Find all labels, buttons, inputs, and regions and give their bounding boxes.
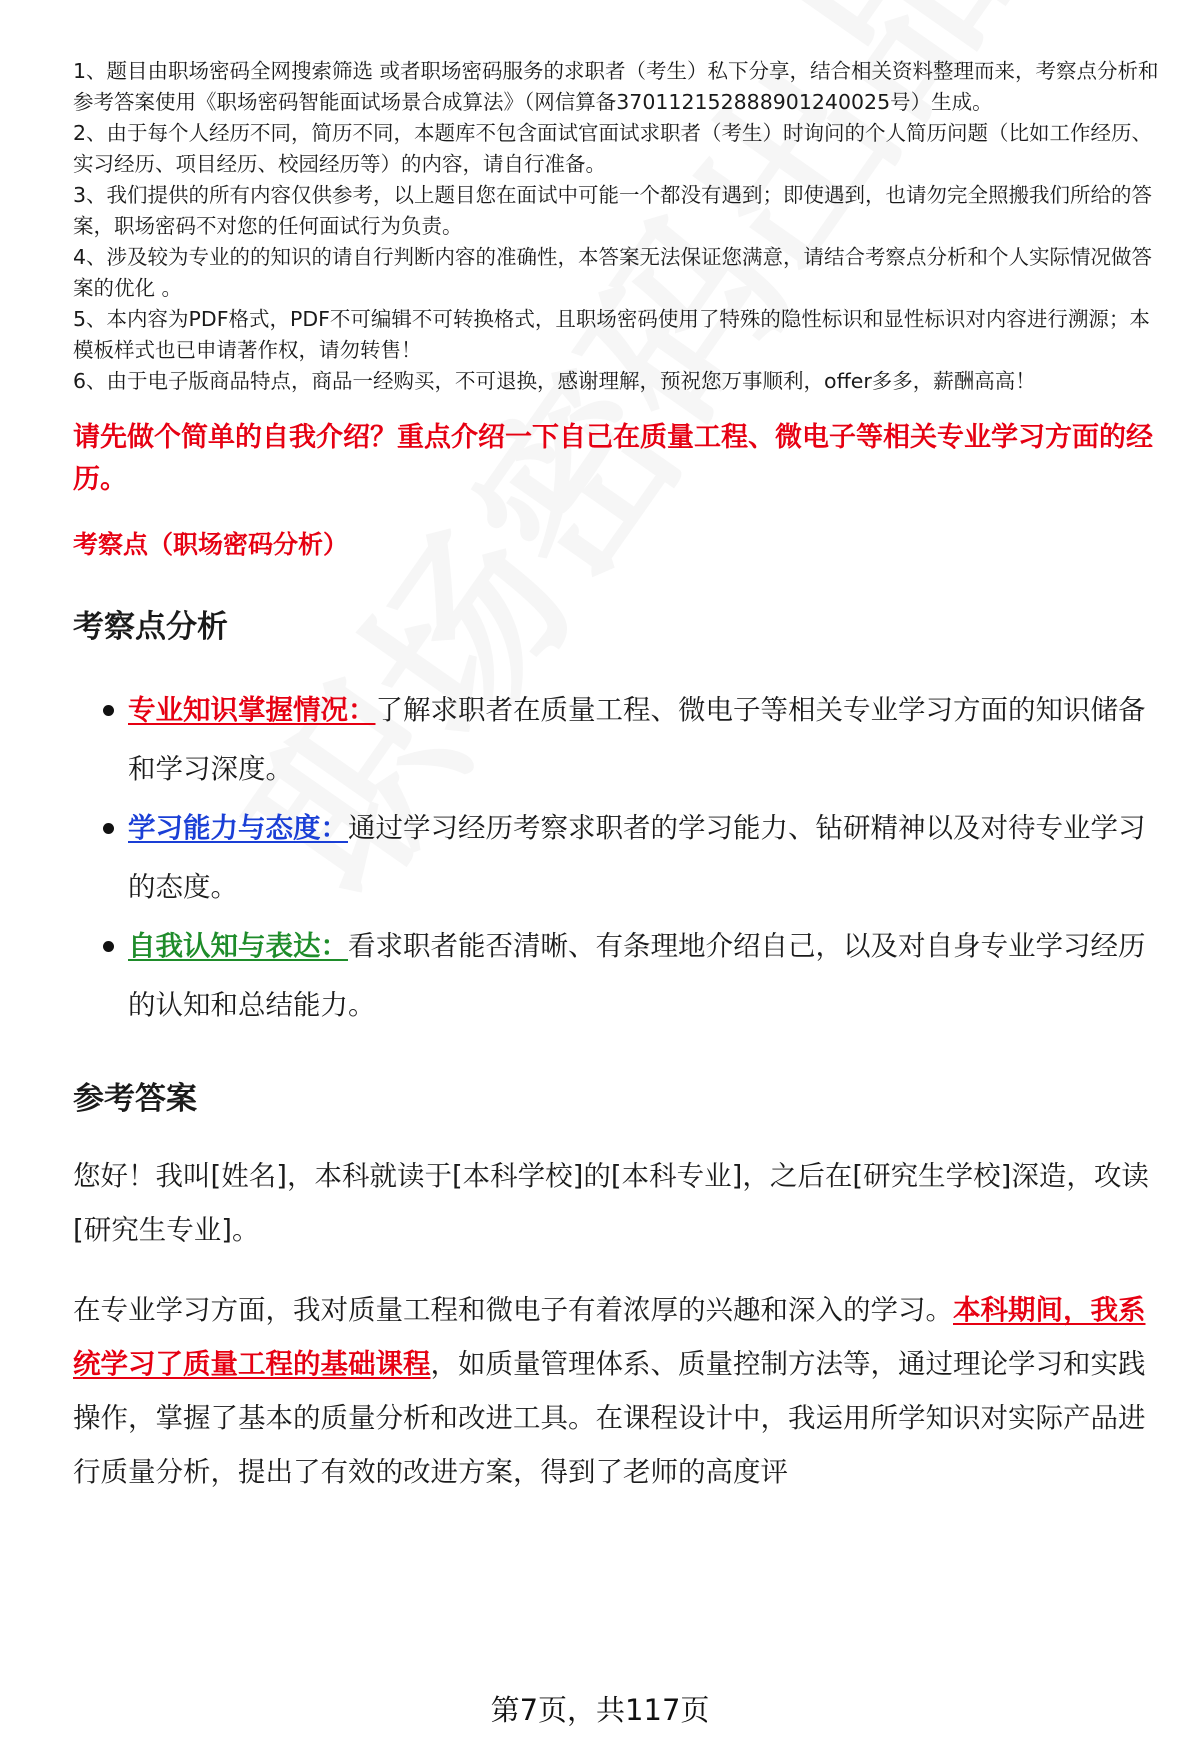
analysis-point xyxy=(128,681,1163,799)
point-text: 看求职者能否清晰、有条理地介绍自己，以及对自身专业学习经历的认知和总结能力。 xyxy=(128,930,1146,1021)
point-keyword: 专业知识掌握情况： xyxy=(128,694,376,726)
analysis-point xyxy=(128,917,1163,1035)
disclaimer-item: 6、由于电子版商品特点，商品一经购买，不可退换，感谢理解，预祝您万事顺利，offer多多，薪酬高高！ xyxy=(73,369,1036,393)
answer-paragraph xyxy=(73,1283,1163,1499)
page-number: 第7页，共117页 xyxy=(490,1693,710,1727)
answer-text: ，如质量管理体系、质量控制方法等，通过理论学习和实践操作，掌握了基本的质量分析和改进工具。在课程设计中，我运用所学知识对实际产品进行质量分析，提出了有效的改进方案，得到了老师的高度评 xyxy=(73,1348,1146,1488)
point-text: 通过学习经历考察求职者的学习能力、钻研精神以及对待专业学习的态度。 xyxy=(128,812,1146,903)
bullet-icon xyxy=(103,705,114,716)
point-keyword: 学习能力与态度： xyxy=(128,812,348,844)
disclaimer-item: 1、题目由职场密码全网搜索筛选 或者职场密码服务的求职者（考生）私下分享，结合相关资料整理而来，考察点分析和参考答案使用《职场密码智能面试场景合成算法》（网信算备370112152888901240025号）生成。 xyxy=(73,59,1159,114)
bullet-icon xyxy=(103,941,114,952)
answer-heading: 参考答案 xyxy=(73,1081,197,1117)
analysis-heading: 考察点分析 xyxy=(73,609,228,645)
disclaimer-block xyxy=(73,56,1163,397)
disclaimer-item: 4、涉及较为专业的的知识的请自行判断内容的准确性，本答案无法保证您满意，请结合考察点分析和个人实际情况做答案的优化 。 xyxy=(73,245,1153,300)
disclaimer-item: 2、由于每个人经历不同，简历不同，本题库不包含面试官面试求职者（考生）时询问的个人简历问题（比如工作经历、实习经历、项目经历、校园经历等）的内容，请自行准备。 xyxy=(73,121,1153,176)
disclaimer-item: 3、我们提供的所有内容仅供参考，以上题目您在面试中可能一个都没有遇到；即使遇到，也请勿完全照搬我们所给的答案，职场密码不对您的任何面试行为负责。 xyxy=(73,183,1153,238)
answer-text: 在专业学习方面，我对质量工程和微电子有着浓厚的兴趣和深入的学习。 xyxy=(73,1294,953,1326)
bullet-icon xyxy=(103,823,114,834)
document-page xyxy=(73,56,1163,1499)
answer-paragraph: 您好！我叫[姓名]，本科就读于[本科学校]的[本科专业]，之后在[研究生学校]深造，攻读[研究生专业]。 xyxy=(73,1160,1149,1246)
point-text: 了解求职者在质量工程、微电子等相关专业学习方面的知识储备和学习深度。 xyxy=(128,694,1146,785)
analysis-label: 考察点（职场密码分析） xyxy=(73,530,349,559)
disclaimer-item: 5、本内容为PDF格式，PDF不可编辑不可转换格式，且职场密码使用了特殊的隐性标识和显性标识对内容进行溯源；本模板样式也已申请著作权，请勿转售！ xyxy=(73,307,1150,362)
answer-body xyxy=(73,1149,1163,1499)
interview-question: 请先做个简单的自我介绍？重点介绍一下自己在质量工程、微电子等相关专业学习方面的经历。 xyxy=(73,422,1153,495)
analysis-points-list xyxy=(73,681,1163,1035)
analysis-point xyxy=(128,799,1163,917)
point-keyword: 自我认知与表达： xyxy=(128,930,348,962)
answer-highlight: 本科期间，我系统学习了质量工程的基础课程 xyxy=(73,1294,1146,1380)
